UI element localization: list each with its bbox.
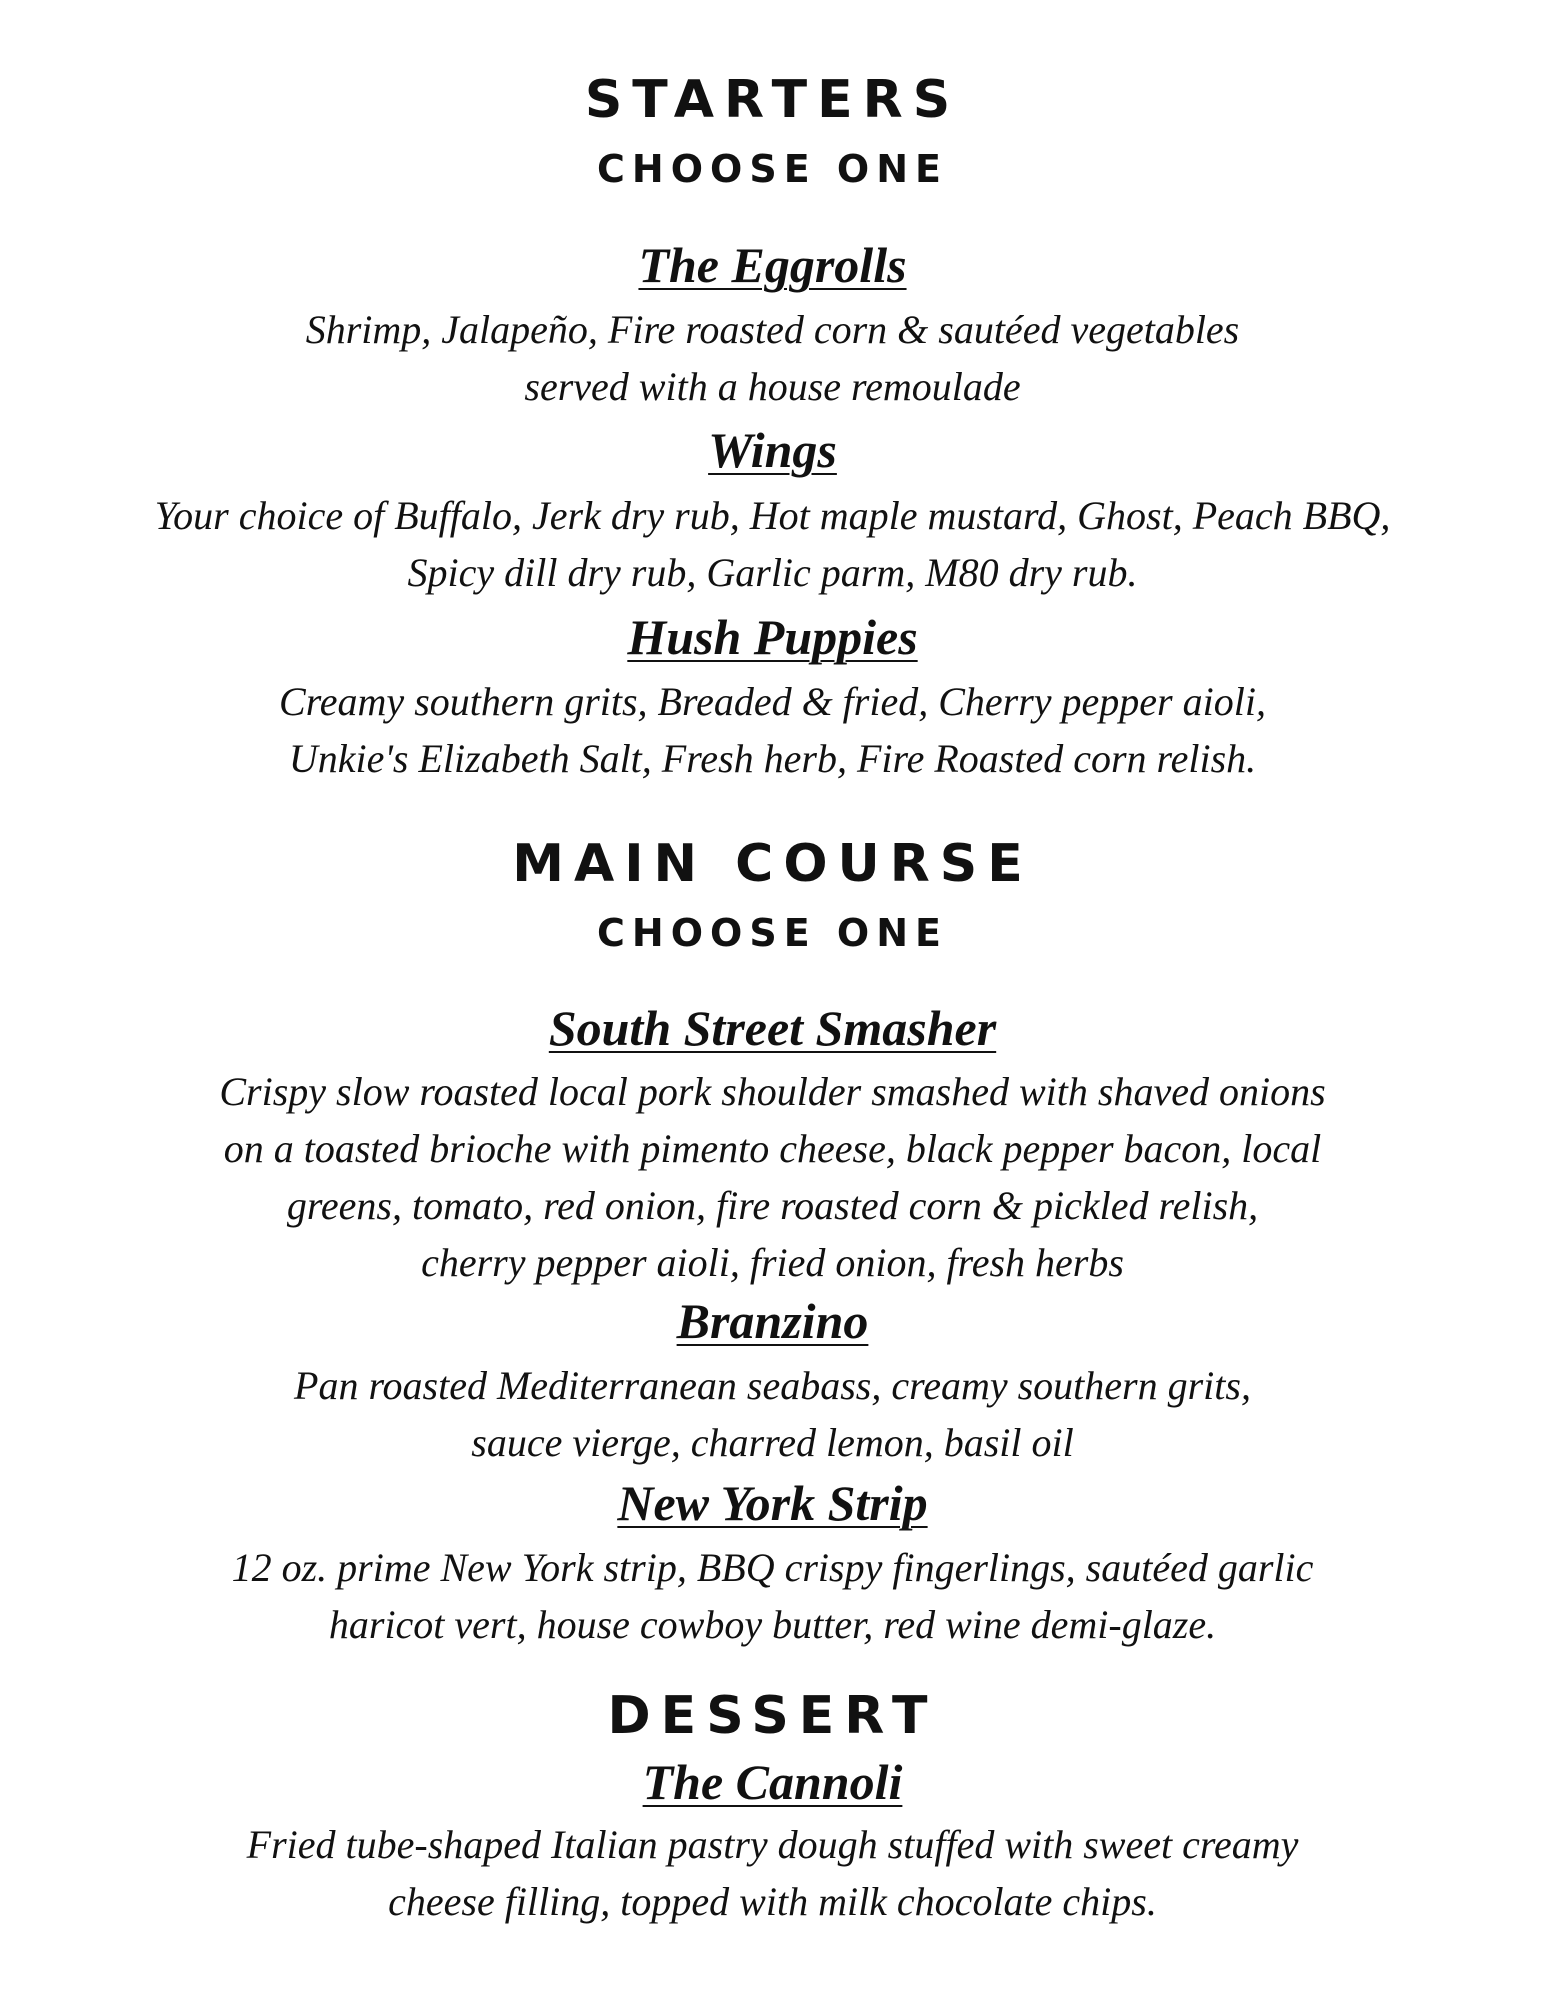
desc-line: on a toasted brioche with pimento cheese, black pepper bacon, local bbox=[223, 1126, 1322, 1171]
desc-line: haricot vert, house cowboy butter, red wine demi-glaze. bbox=[328, 1602, 1217, 1647]
main-course-heading: MAIN COURSE bbox=[512, 834, 1033, 894]
item-name-hush-puppies: Hush Puppies bbox=[627, 609, 918, 665]
item-desc-cannoli bbox=[0, 1816, 1545, 1930]
item-desc-eggrolls bbox=[0, 301, 1545, 415]
item-name-wings: Wings bbox=[708, 422, 837, 478]
desc-line: cherry pepper aioli, fried onion, fresh herbs bbox=[421, 1240, 1124, 1285]
starters-heading: STARTERS bbox=[584, 70, 961, 130]
desc-line: greens, tomato, red onion, fire roasted corn & pickled relish, bbox=[286, 1183, 1259, 1228]
item-name-south-street-smasher: South Street Smasher bbox=[548, 1000, 997, 1056]
desc-line: Unkie's Elizabeth Salt, Fresh herb, Fire Roasted corn relish. bbox=[288, 736, 1257, 781]
desc-line: sauce vierge, charred lemon, basil oil bbox=[471, 1420, 1074, 1465]
item-desc-wings bbox=[0, 487, 1545, 601]
desc-line: Shrimp, Jalapeño, Fire roasted corn & sautéed vegetables bbox=[305, 307, 1240, 352]
item-desc-new-york-strip bbox=[0, 1539, 1545, 1653]
desc-line: Creamy southern grits, Breaded & fried, Cherry pepper aioli, bbox=[279, 679, 1266, 724]
item-desc-branzino bbox=[0, 1357, 1545, 1471]
desc-line: Fried tube-shaped Italian pastry dough stuffed with sweet creamy bbox=[246, 1822, 1299, 1867]
item-name-new-york-strip: New York Strip bbox=[617, 1475, 928, 1531]
desc-line: 12 oz. prime New York strip, BBQ crispy fingerlings, sautéed garlic bbox=[231, 1545, 1314, 1590]
dessert-heading: DESSERT bbox=[607, 1686, 938, 1746]
desc-line: Spicy dill dry rub, Garlic parm, M80 dry rub. bbox=[407, 550, 1138, 595]
item-name-cannoli: The Cannoli bbox=[642, 1754, 903, 1810]
item-desc-hush-puppies bbox=[0, 673, 1545, 787]
desc-line: Pan roasted Mediterranean seabass, creamy southern grits, bbox=[294, 1363, 1251, 1408]
desc-line: served with a house remoulade bbox=[524, 364, 1021, 409]
item-desc-south-street-smasher bbox=[0, 1063, 1545, 1291]
desc-line: Your choice of Buffalo, Jerk dry rub, Hot maple mustard, Ghost, Peach BBQ, bbox=[154, 493, 1391, 538]
starters-subheading: CHOOSE ONE bbox=[597, 147, 948, 191]
main-course-subheading: CHOOSE ONE bbox=[597, 911, 948, 955]
desc-line: cheese filling, topped with milk chocolate chips. bbox=[388, 1879, 1157, 1924]
desc-line: Crispy slow roasted local pork shoulder smashed with shaved onions bbox=[219, 1069, 1326, 1114]
item-name-branzino: Branzino bbox=[676, 1293, 869, 1349]
item-name-eggrolls: The Eggrolls bbox=[638, 237, 907, 293]
